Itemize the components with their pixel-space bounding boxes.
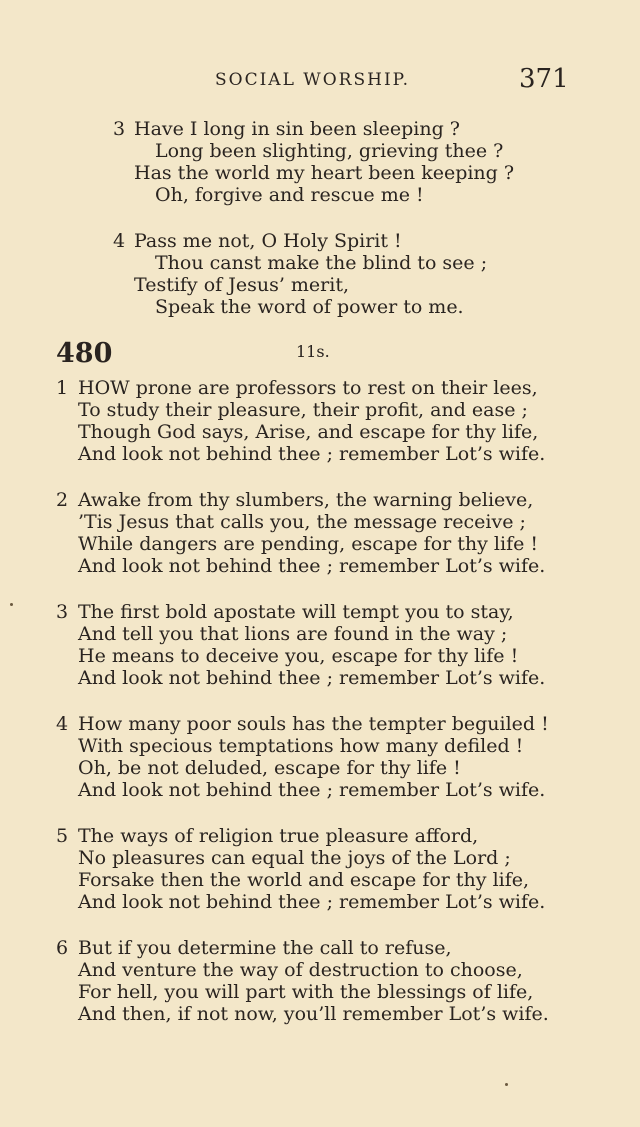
verse-line: The ways of religion true pleasure afford, xyxy=(78,825,479,847)
verse-line: And look not behind thee ; remember Lot’s wife. xyxy=(78,891,546,913)
verse-line: And look not behind thee ; remember Lot’s wife. xyxy=(78,779,546,801)
stanza-number: 4 xyxy=(56,713,69,735)
verse-line: The first bold apostate will tempt you to stay, xyxy=(78,601,514,623)
verse-line: Awake from thy slumbers, the warning believe, xyxy=(78,489,534,511)
verse-line: Oh, be not deluded, escape for thy life ! xyxy=(78,757,461,779)
verse-line: No pleasures can equal the joys of the Lord ; xyxy=(78,847,511,869)
verse-line: And tell you that lions are found in the way ; xyxy=(78,623,508,645)
verse-line: Thou canst make the blind to see ; xyxy=(155,252,488,274)
verse-line: Forsake then the world and escape for thy life, xyxy=(78,869,530,891)
verse-line: ’Tis Jesus that calls you, the message receive ; xyxy=(78,511,526,533)
hymn-meter: 11s. xyxy=(296,342,330,361)
verse-line: Testify of Jesus’ merit, xyxy=(134,274,349,296)
verse-line: How many poor souls has the tempter beguiled ! xyxy=(78,713,549,735)
verse-line: To study their pleasure, their profit, and ease ; xyxy=(78,399,528,421)
stanza-number: 3 xyxy=(113,118,126,140)
stanza-number: 1 xyxy=(56,377,69,399)
verse-line: He means to deceive you, escape for thy life ! xyxy=(78,645,519,667)
verse-line: Has the world my heart been keeping ? xyxy=(134,162,515,184)
page-header xyxy=(0,64,640,96)
stanza-number: 6 xyxy=(56,937,69,959)
verse-line: Though God says, Arise, and escape for thy life, xyxy=(78,421,539,443)
verse-line: Pass me not, O Holy Spirit ! xyxy=(134,230,402,252)
verse-line: And look not behind thee ; remember Lot’s wife. xyxy=(78,443,546,465)
verse-line: And venture the way of destruction to choose, xyxy=(78,959,523,981)
page-number: 371 xyxy=(519,64,569,94)
stanza-number: 2 xyxy=(56,489,69,511)
verse-line: And look not behind thee ; remember Lot’s wife. xyxy=(78,667,546,689)
verse-line: With specious temptations how many defiled ! xyxy=(78,735,524,757)
verse-line: Have I long in sin been sleeping ? xyxy=(134,118,460,140)
verse-line: Speak the word of power to me. xyxy=(155,296,464,318)
verse-line: And look not behind thee ; remember Lot’s wife. xyxy=(78,555,546,577)
verse-line: Oh, forgive and rescue me ! xyxy=(155,184,424,206)
verse-line: HOW prone are professors to rest on their lees, xyxy=(78,377,538,399)
paper-speck xyxy=(10,603,13,606)
verse-line: While dangers are pending, escape for thy life ! xyxy=(78,533,539,555)
running-title: SOCIAL WORSHIP. xyxy=(215,70,411,90)
verse-line: For hell, you will part with the blessings of life, xyxy=(78,981,534,1003)
stanza-number: 5 xyxy=(56,825,69,847)
verse-line: And then, if not now, you’ll remember Lot’s wife. xyxy=(78,1003,549,1025)
verse-line: But if you determine the call to refuse, xyxy=(78,937,452,959)
paper-speck xyxy=(505,1083,508,1086)
verse-line: Long been slighting, grieving thee ? xyxy=(155,140,504,162)
stanza-number: 3 xyxy=(56,601,69,623)
stanza-number: 4 xyxy=(113,230,126,252)
hymn-number: 480 xyxy=(56,338,113,369)
